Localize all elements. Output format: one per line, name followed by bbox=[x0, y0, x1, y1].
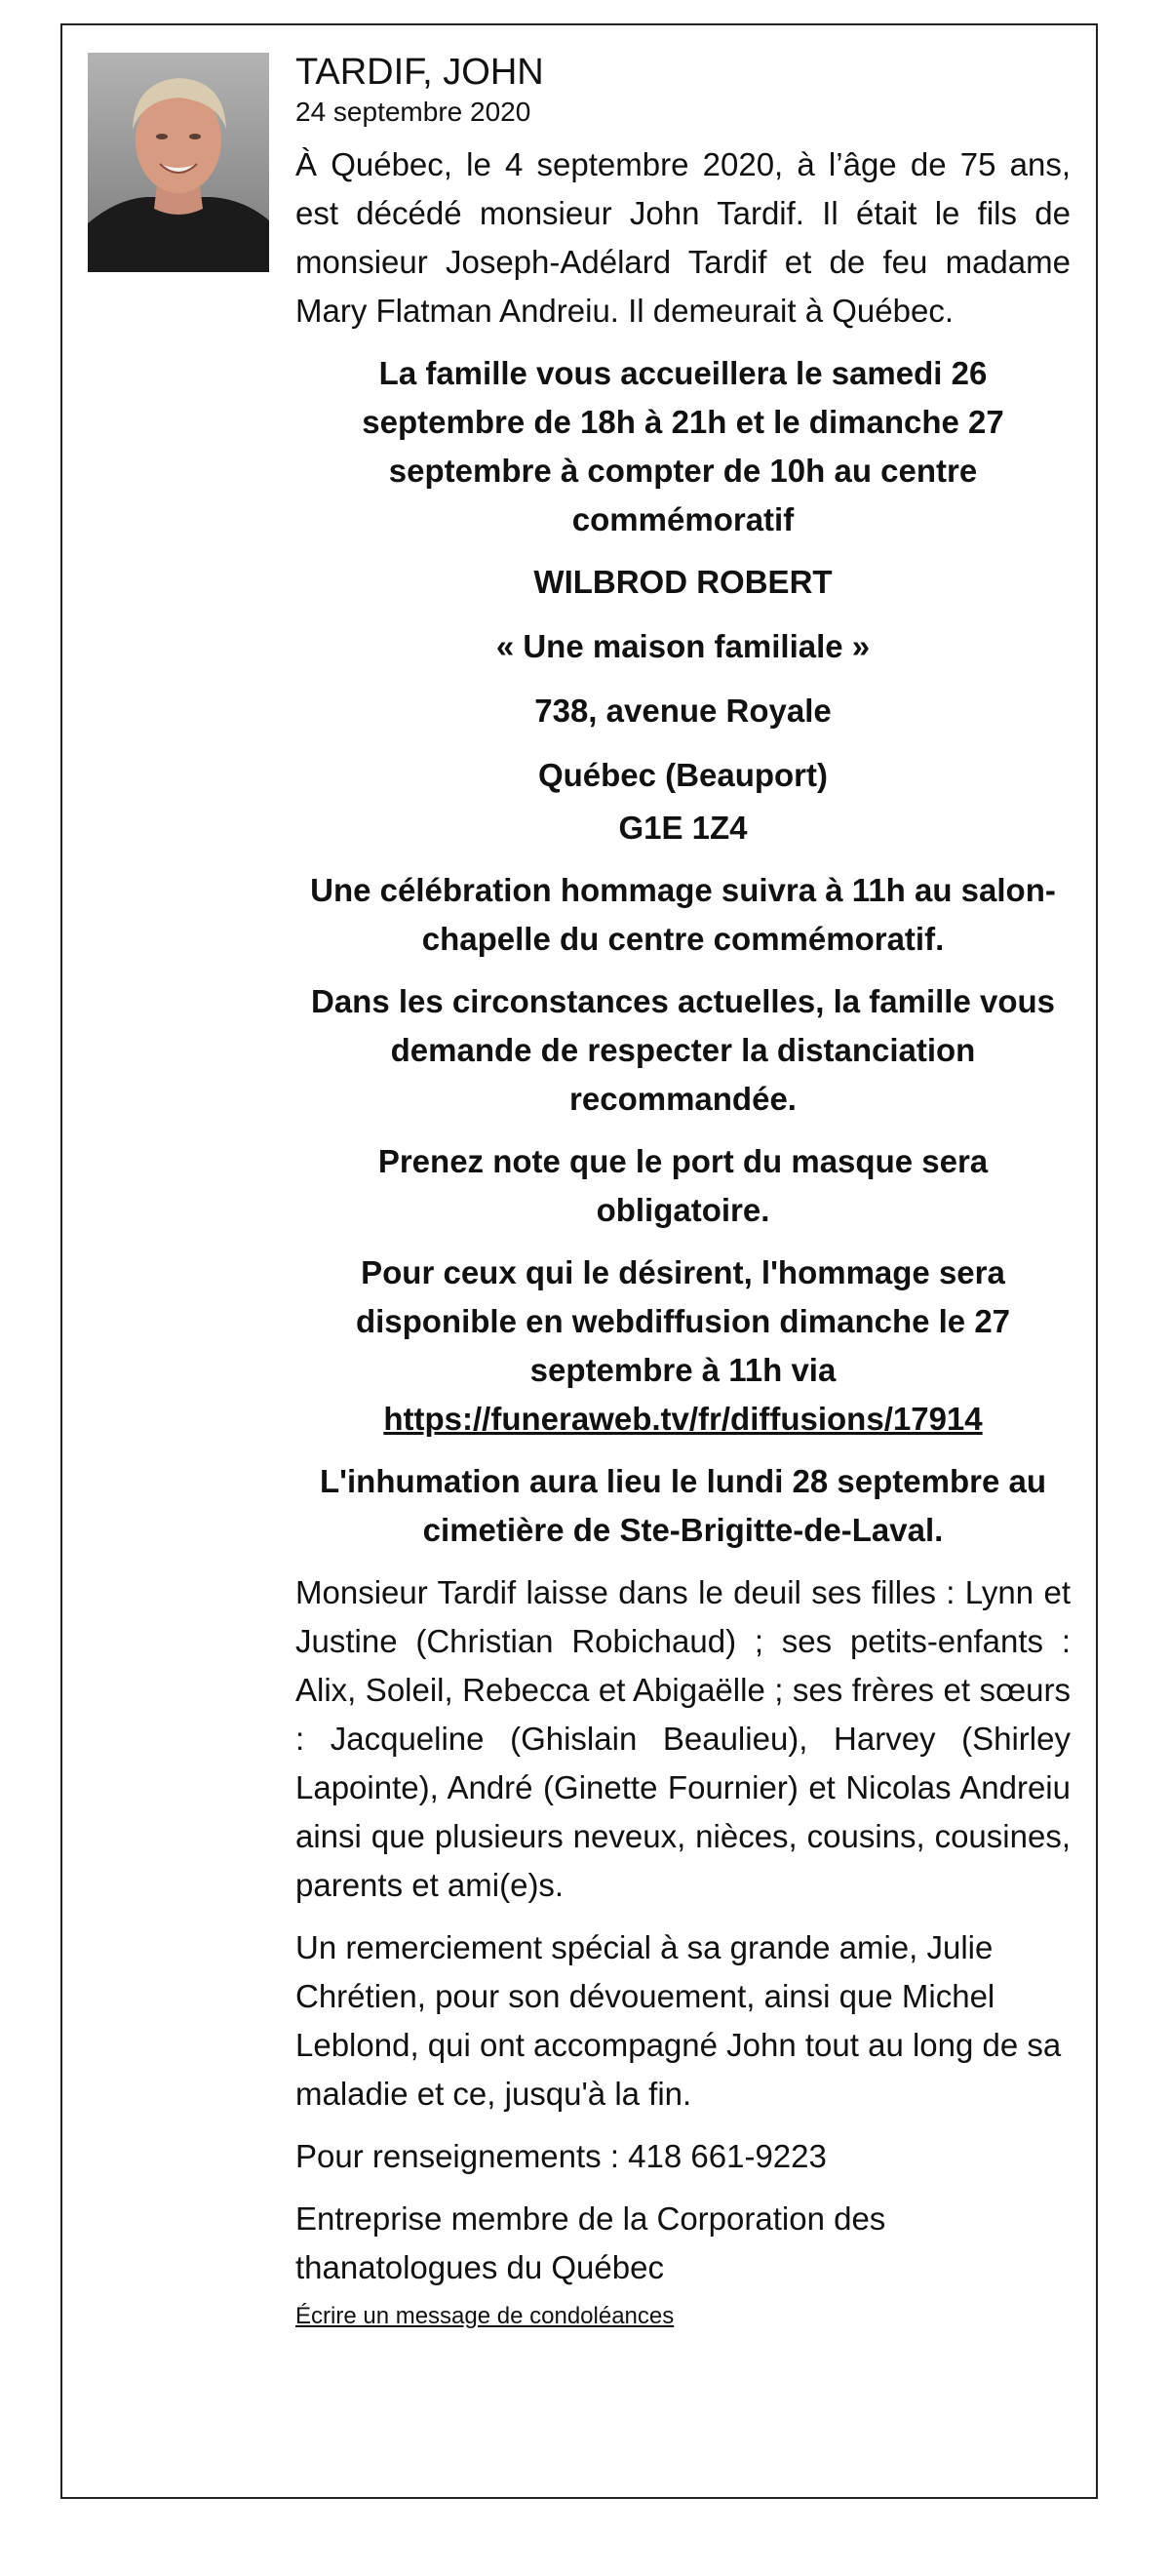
webcast-text: Pour ceux qui le désirent, l'hommage sera disponible en webdiffusion dimanche le 27 septembre à 11h via bbox=[355, 1254, 1011, 1388]
ceremony-paragraph: Une célébration hommage suivra à 11h au salon-chapelle du centre commémoratif. bbox=[310, 872, 1056, 957]
info-paragraph: Pour renseignements : 418 661-9223 bbox=[295, 2138, 827, 2174]
funeral-home-postal: G1E 1Z4 bbox=[618, 810, 748, 846]
mask-paragraph: Prenez note que le port du masque sera obligatoire. bbox=[377, 1143, 989, 1228]
obituary-content bbox=[295, 49, 1071, 2331]
webcast-link[interactable]: https://funeraweb.tv/fr/diffusions/17914 bbox=[383, 1401, 983, 1437]
burial-paragraph: L'inhumation aura lieu le lundi 28 septembre au cimetière de Ste-Brigitte-de-Laval. bbox=[320, 1463, 1046, 1548]
funeral-home-tagline: « Une maison familiale » bbox=[495, 628, 871, 664]
condolences-link[interactable]: Écrire un message de condoléances bbox=[295, 2303, 675, 2329]
publication-date: 24 septembre 2020 bbox=[295, 97, 531, 127]
funeral-home-city: Québec (Beauport) bbox=[537, 757, 829, 793]
thanks-paragraph: Un remerciement spécial à sa grande amie, Julie Chrétien, pour son dévouement, ainsi que Michel Leblond, qui ont accompagné John tout au long de sa maladie et ce, jusqu'à la fin. bbox=[295, 1929, 1062, 2112]
membership-paragraph: Entreprise membre de la Corporation des thanatologues du Québec bbox=[295, 2200, 886, 2285]
portrait-illustration bbox=[88, 53, 269, 272]
webcast-paragraph bbox=[295, 1248, 1071, 1444]
deceased-name: TARDIF, JOHN bbox=[295, 52, 544, 93]
visitation-paragraph: La famille vous accueillera le samedi 26 septembre de 18h à 21h et le dimanche 27 septembre à compter de 10h au centre commémoratif bbox=[362, 355, 1004, 537]
funeral-home-street: 738, avenue Royale bbox=[534, 693, 832, 729]
family-paragraph: Monsieur Tardif laisse dans le deuil ses filles : Lynn et Justine (Christian Robichaud) ; ses petits-enfants : Alix, Soleil, Rebecca et Abigaëlle ; ses frères et sœurs : Jacqueline (Ghislain Beaulieu), Harvey (Shirley Lapointe), André (Ginette Fournier) et Nicolas Andreiu ainsi que plusieurs neveux, nièces, cousins, cousines, parents et ami(e)s. bbox=[295, 1574, 1071, 1903]
intro-paragraph: À Québec, le 4 septembre 2020, à l’âge de 75 ans, est décédé monsieur John Tardif. Il était le fils de monsieur Joseph-Adélard Tardif et de feu madame Mary Flatman Andreiu. Il demeurait à Québec. bbox=[295, 146, 1071, 329]
distancing-paragraph: Dans les circonstances actuelles, la famille vous demande de respecter la distanciation recommandée. bbox=[310, 983, 1056, 1117]
funeral-home-name: WILBROD ROBERT bbox=[533, 564, 833, 600]
portrait-photo bbox=[88, 53, 269, 272]
